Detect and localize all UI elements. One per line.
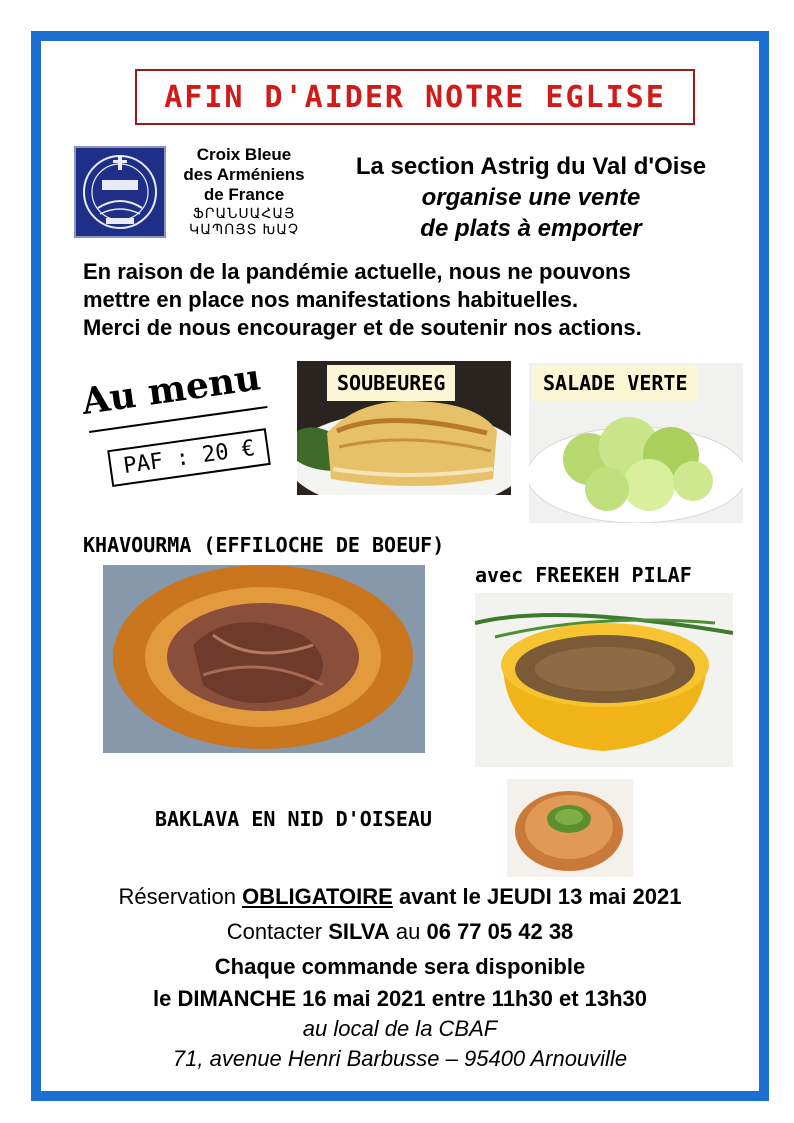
title-box (135, 69, 695, 125)
org-armenian-2: ԿԱՊՈՅՏ ԽԱՉ (189, 221, 299, 237)
contact-mid: au (395, 919, 421, 944)
page-title: AFIN D'AIDER NOTRE EGLISE (164, 79, 666, 115)
khavourma-photo (103, 565, 425, 753)
baklava-label: BAKLAVA EN NID D'OISEAU (155, 807, 432, 831)
organization-name (173, 145, 315, 237)
seal-icon (76, 148, 164, 236)
org-line-1: Croix Bleue (196, 145, 292, 164)
soubeureg-label: SOUBEUREG (327, 365, 455, 401)
price-box: PAF : 20 € (107, 428, 271, 487)
availability-line-1: Chaque commande sera disponible (214, 954, 586, 979)
headline-line-1: La section Astrig du Val d'Oise (355, 153, 707, 180)
location-line-2: 71, avenue Henri Barbusse – 95400 Arnouville (172, 1046, 628, 1071)
reservation-line (41, 883, 759, 911)
intro-line-1: En raison de la pandémie actuelle, nous ne pouvons (83, 259, 631, 284)
intro-text (83, 258, 763, 342)
freekeh-label: avec FREEKEH PILAF (475, 563, 692, 587)
baklava-photo (507, 779, 633, 877)
contact-prefix: Contacter (226, 919, 323, 944)
intro-line-3: Merci de nous encourager et de soutenir nos actions. (83, 315, 642, 340)
reservation-prefix: Réservation (118, 884, 236, 909)
contact-phone[interactable]: 06 77 05 42 38 (426, 919, 574, 944)
freekeh-photo (475, 593, 733, 767)
org-line-2: des Arméniens (183, 165, 305, 184)
salade-label: SALADE VERTE (533, 365, 698, 401)
menu-title: Au menu (79, 356, 264, 423)
headline-line-2: organise une vente (421, 184, 641, 211)
org-line-3: de France (203, 185, 285, 204)
church-seal-logo (74, 146, 166, 238)
org-armenian-1: ՖՐԱՆՍԱՀԱՅ (192, 205, 296, 221)
reservation-deadline: avant le JEUDI 13 mai 2021 (398, 884, 682, 909)
reservation-mandatory: OBLIGATOIRE (242, 884, 393, 909)
availability-line-2: le DIMANCHE 16 mai 2021 entre 11h30 et 13h30 (152, 986, 648, 1011)
intro-line-2: mettre en place nos manifestations habituelles. (83, 287, 579, 312)
location-line-1: au local de la CBAF (302, 1016, 498, 1041)
flyer-frame (31, 31, 769, 1101)
headline-line-3: de plats à emporter (420, 215, 642, 242)
contact-line (41, 918, 759, 946)
khavourma-label: KHAVOURMA (EFFILOCHE DE BOEUF) (83, 533, 445, 557)
contact-name: SILVA (328, 919, 390, 944)
headline (331, 151, 731, 244)
